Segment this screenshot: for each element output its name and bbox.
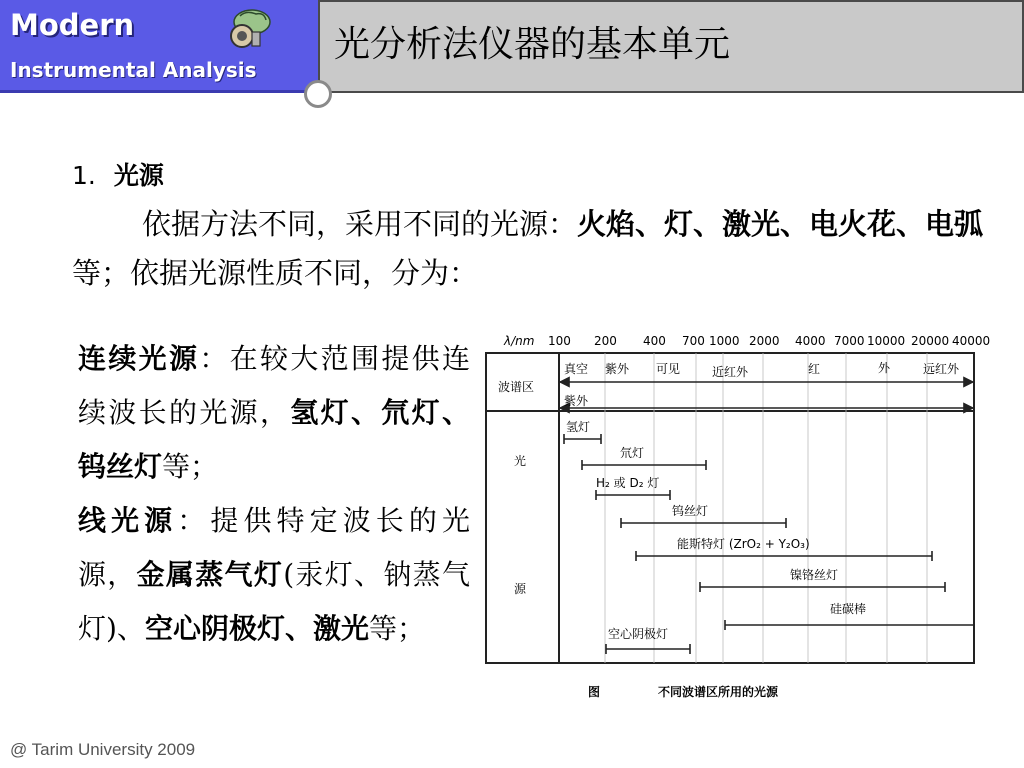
tick-label: 20000 [911, 334, 950, 348]
region-label: 红 [808, 362, 821, 376]
source-label: 镍铬丝灯 [790, 568, 839, 582]
tick-label: 7000 [834, 334, 865, 348]
region-label: 紫外 [605, 362, 630, 376]
continuous-label: 连续光源 [78, 342, 200, 375]
para-text-1: 依据方法不同，采用不同的光源： [142, 207, 578, 241]
region-label: 远红外 [923, 362, 960, 376]
tick-label: 2000 [749, 334, 780, 348]
source-types [78, 332, 470, 656]
region-label: 真空 [564, 362, 589, 376]
tick-label: 200 [594, 334, 617, 348]
title-bar [318, 0, 1024, 93]
source-label: 钨丝灯 [672, 504, 709, 518]
flask-globe-icon [226, 6, 274, 50]
continuous-bold: 氢灯、氘灯、钨丝灯 [78, 396, 470, 483]
logo-banner [0, 0, 318, 93]
tick-label: 400 [643, 334, 666, 348]
logo-title: Modern [10, 8, 135, 42]
source-label: H₂ 或 D₂ 灯 [596, 476, 660, 490]
source-label: 空心阴极灯 [608, 627, 669, 641]
figure-caption: 不同波谱区所用的光源 [658, 685, 779, 699]
figure-caption-prefix: 图 [588, 685, 601, 699]
line-label: 线光源 [78, 504, 178, 537]
slide-title: 光分析法仪器的基本单元 [334, 24, 731, 65]
tick-label: 10000 [867, 334, 906, 348]
section-heading [72, 156, 164, 192]
continuous-text-1: 在较大范围提供连续波长的光源， [78, 342, 470, 429]
tick-label: 1000 [709, 334, 740, 348]
region-label: 外 [878, 361, 891, 375]
para-text-2: 等；依据光源性质不同，分为： [72, 256, 479, 290]
region-label: 近红外 [712, 365, 749, 379]
line-text-1: 提供特定波长的光源， [78, 504, 470, 591]
source-label: 硅碳棒 [830, 602, 867, 616]
uv-label: 紫外 [564, 394, 589, 408]
line-text-2: (汞灯、钠蒸气灯)、 [78, 558, 470, 645]
section-number: 1. [72, 161, 96, 190]
footer-text: @ Tarim University 2009 [10, 740, 196, 759]
ring-decoration [304, 80, 332, 108]
continuous-text-2: 等； [162, 450, 219, 483]
line-text-3: 等； [368, 612, 425, 645]
tick-label: 4000 [795, 334, 826, 348]
logo-subtitle: Instrumental Analysis [10, 58, 257, 82]
region-row-label: 波谱区 [498, 380, 535, 394]
line-bold-2: 空心阴极灯、激光 [144, 612, 369, 645]
intro-paragraph [72, 200, 992, 298]
source-side-label: 源 [514, 582, 527, 596]
source-side-label: 光 [514, 454, 527, 468]
region-label: 可见 [656, 362, 681, 376]
para-bold-sources: 火焰、灯、激光、电火花、电弧 [577, 207, 984, 241]
spectrum-source-figure [480, 325, 992, 710]
continuous-sep: ： [199, 342, 230, 375]
line-bold-1: 金属蒸气灯 [136, 558, 284, 591]
source-label: 氢灯 [566, 420, 591, 434]
source-label: 氘灯 [620, 446, 645, 460]
source-label: 能斯特灯 (ZrO₂ + Y₂O₃) [677, 537, 810, 551]
tick-label: 700 [682, 334, 705, 348]
tick-label: 100 [548, 334, 571, 348]
axis-label: λ/nm [504, 334, 535, 348]
line-sep: ： [177, 504, 211, 537]
tick-label: 40000 [952, 334, 991, 348]
section-label: 光源 [113, 161, 164, 190]
